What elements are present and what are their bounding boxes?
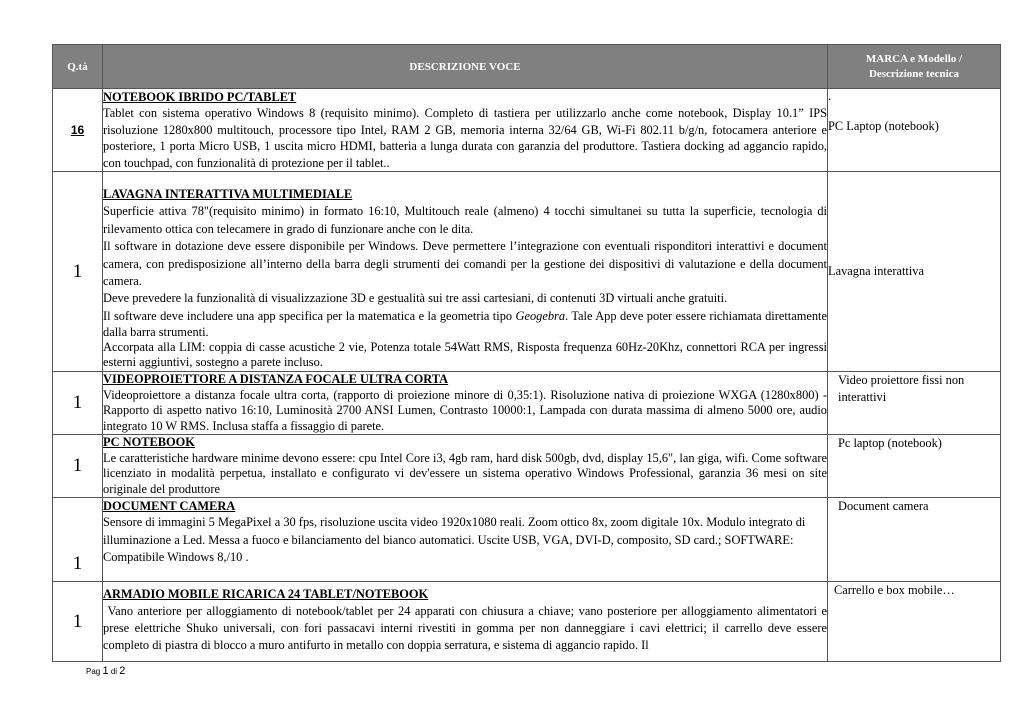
- geogebra-sentence: Il software deve includere una app specifica per la matematica e la geometria tipo Geogebra. Tale App deve poter essere richiamata direttamente dalla barra strumenti.: [103, 308, 827, 339]
- table-row: [53, 498, 1001, 582]
- row-qty: 1: [53, 372, 103, 435]
- footer-page-number: 1: [102, 665, 109, 677]
- row-description: [103, 372, 828, 435]
- row-brand-text: Carrello e box mobile…: [834, 583, 955, 598]
- row-paragraph: Sensore di immagini 5 MegaPixel a 30 fps, risoluzione uscita video 1920x1080 reali. Zoom ottico 8x, zoom digitale 10x. Modulo integrato di illuminazione a Led. Messa a fuoco e bilanciamento del bianco automatici. Uscite USB, VGA, DVI-D, composito, SD card.; SOFTWARE: Compatibile Windows 8,/10 .: [103, 515, 806, 565]
- row-paragraph: Tablet con sistema operativo Windows 8 (requisito minimo). Completo di tastiera per utilizzarlo anche come notebook, Display 10.1” IPS risoluzione 1280x800 multitouch, processore tipo Intel, RAM 2 GB, memoria interna 32/64 GB, Wi-Fi 802.11 b/g/n, fotocamera anteriore e posteriore, 1 porta Micro USB, 1 uscita micro HDMI, batteria a lunga durata con garanzia del produttore. Tastiera docking ad aggancio rapido, con touchpad, con funzionalità di protezione per il tablet..: [103, 106, 827, 170]
- table-row: [53, 372, 1001, 435]
- row-paragraph: Accorpata alla LIM: coppia di casse acustiche 2 vie, Potenza totale 54Watt RMS, Risposta frequenza 60Hz-20Khz, connettori RCA per ingressi esterni aggiuntivi, sostegno a parete incluso.: [103, 339, 827, 369]
- row-title: ARMADIO MOBILE RICARICA 24 TABLET/NOTEBOOK: [103, 587, 429, 602]
- footer-di: di: [110, 667, 118, 676]
- row-qty: 1: [53, 498, 103, 582]
- row-qty: 1: [53, 435, 103, 498]
- row-brand-text: Pc laptop (notebook): [838, 436, 942, 451]
- row-brand: [828, 172, 1001, 372]
- header-brand: [828, 45, 1001, 89]
- row-brand-mark: .: [828, 89, 832, 103]
- row-paragraph: Videoproiettore a distanza focale ultra corta, (rapporto di proiezione minore di 0,35:1). Risoluzione nativa di proiezione WXGA (1280x800) - Rapporto di aspetto nativo 16:10, Luminosità 2700 ANSI Lumen, Contrasto 10000:1, Lampada con durata massima di almeno 5000 ore, audio integrato 10 W RMS. Inclusa staffa a fissaggio di parete.: [103, 387, 827, 433]
- row-brand: [828, 435, 1001, 498]
- header-description: DESCRIZIONE VOCE: [103, 45, 828, 89]
- row-title: DOCUMENT CAMERA: [103, 499, 236, 514]
- header-brand-line1: MARCA e Modello /: [865, 52, 963, 65]
- row-description: [103, 582, 831, 662]
- table-row: [53, 89, 1001, 172]
- row-paragraph: Vano anteriore per alloggiamento di notebook/tablet per 24 apparati con chiusura a chiave; vano posteriore per alloggiamento alimentatori e prese elettriche Shuko universali, con fori passacavi interni rivestiti in gomma per non danneggiare i cavi elettrici; il carrello deve essere completo di piastra di blocco a muro antifurto in metallo con doppia serratura, e sistema di aggancio rapido. Il: [103, 604, 831, 653]
- row-brand-text: PC Laptop (notebook): [828, 119, 939, 133]
- footer-page-total: 2: [119, 665, 126, 677]
- table-row: [53, 435, 1001, 498]
- row-brand-text: Document camera: [838, 499, 929, 514]
- header-qty: Q.tà: [53, 45, 103, 89]
- row-brand: [828, 582, 1001, 662]
- row-qty: 1: [53, 172, 103, 372]
- row-paragraph: Superficie attiva 78"(requisito minimo) in formato 16:10, Multitouch reale (almeno) 4 tocchi simultanei su tutta la superficie, tecnologia di rilevamento ottica con telecamere in grado di funzionare anche con le dita.: [103, 204, 827, 236]
- row-brand-text: Lavagna interattiva: [828, 264, 924, 279]
- row-paragraph: Il software in dotazione deve essere disponibile per Windows. Deve permettere l’integrazione con eventuali risponditori interattivi e document camera, con predisposizione all’interno della barra degli strumenti dei comandi per la gestione dei dispositivi di valutazione e della document camera.: [103, 239, 827, 289]
- header-brand-line2: Descrizione tecnica: [868, 67, 960, 80]
- row-paragraph: [103, 308, 827, 340]
- row-description: [103, 435, 828, 498]
- page-footer: [86, 665, 125, 677]
- row-brand: [828, 89, 1001, 172]
- row-title: LAVAGNA INTERATTIVA MULTIMEDIALE: [103, 187, 353, 202]
- row-brand: [828, 498, 1001, 582]
- row-paragraph: Le caratteristiche hardware minime devono essere: cpu Intel Core i3, 4gb ram, hard disk 500gb, dvd, display 15,6", lan giga, wifi. Come software licenziato in modalità perpetua, installato e configurato vi dev'essere un sistema operativo Windows Professional, garanzia 36 mesi on site originale del produttore: [103, 450, 827, 496]
- items-table: [52, 44, 1001, 662]
- header-row: [53, 45, 1001, 89]
- row-brand-text: Video proiettore fissi non interattivi: [838, 373, 965, 405]
- row-description: [103, 172, 828, 372]
- row-description: [103, 89, 828, 172]
- row-paragraph: Deve prevedere la funzionalità di visualizzazione 3D e gestualità sui tre assi cartesiani, di contenuti 3D virtuali anche gratuiti.: [103, 291, 728, 306]
- table-row: [53, 172, 1001, 372]
- row-brand: [828, 372, 1001, 435]
- geogebra-word: Geogebra: [515, 308, 566, 323]
- row-title: VIDEOPROIETTORE A DISTANZA FOCALE ULTRA CORTA: [103, 372, 449, 387]
- row-qty: 16: [53, 89, 103, 172]
- row-qty: 1: [53, 582, 103, 662]
- row-description: [103, 498, 828, 582]
- footer-pag: Pag: [86, 667, 101, 676]
- table-row: [53, 582, 1001, 662]
- row-title: NOTEBOOK IBRIDO PC/TABLET: [103, 90, 297, 104]
- row-title: PC NOTEBOOK: [103, 435, 195, 450]
